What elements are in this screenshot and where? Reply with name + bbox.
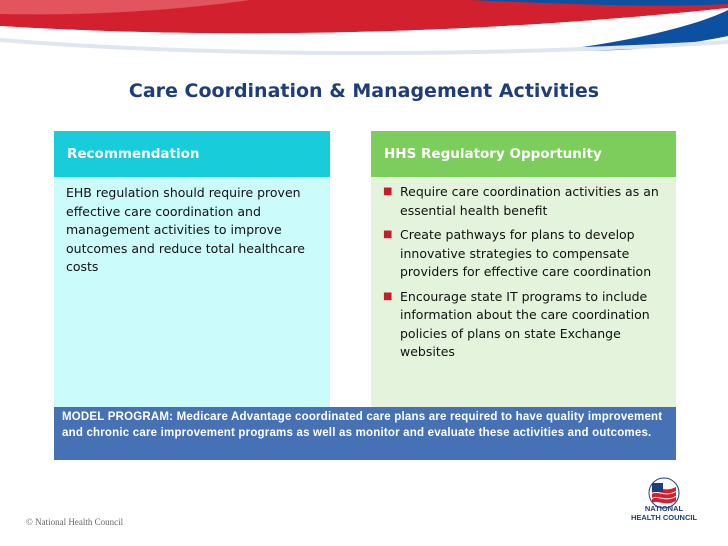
recommendation-text: EHB regulation should require proven effective care coordination and management activities to improve outcomes and reduce total healthcare costs	[66, 185, 305, 274]
header-banner-graphic	[0, 0, 728, 60]
opportunity-bullet	[381, 288, 670, 362]
logo-line-2: HEALTH COUNCIL	[630, 513, 698, 522]
footer-copyright: © National Health Council	[26, 517, 124, 527]
opportunity-bullet-text: Encourage state IT programs to include information about the care coordination policies of plans on state Exchange websites	[400, 288, 650, 359]
recommendation-panel	[54, 131, 330, 407]
slide-title: Care Coordination & Management Activities	[128, 80, 600, 102]
bullet-square-icon: ■	[383, 186, 393, 197]
opportunity-bullet	[381, 226, 670, 282]
model-program-bar: MODEL PROGRAM: Medicare Advantage coordinated care plans are required to have quality improvement and chronic care improvement programs as well as monitor and evaluate these activities and outcomes.	[54, 407, 676, 460]
bullet-square-icon: ■	[383, 290, 393, 302]
bullet-square-icon: ■	[383, 229, 393, 240]
recommendation-heading: Recommendation	[54, 131, 330, 177]
opportunity-panel	[371, 131, 676, 407]
flag-logo-icon	[630, 475, 698, 531]
opportunity-bullet	[381, 183, 670, 220]
opportunity-bullet-text: Require care coordination activities as an essential health benefit	[400, 184, 659, 218]
logo-wordmark	[620, 504, 708, 522]
opportunity-bullet-list	[371, 177, 676, 362]
logo-line-1: NATIONAL	[644, 504, 684, 513]
opportunity-heading: HHS Regulatory Opportunity	[371, 131, 676, 177]
opportunity-bullet-text: Create pathways for plans to develop innovative strategies to compensate providers for effective care coordination	[400, 227, 652, 279]
